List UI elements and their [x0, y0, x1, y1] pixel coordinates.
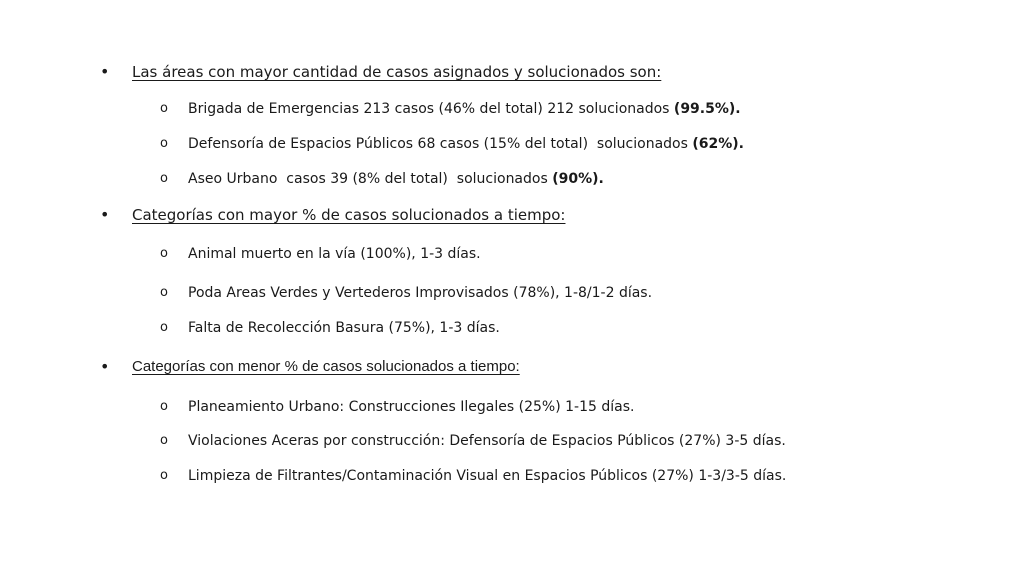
item-text: Animal muerto en la vía (100%), 1-3 días.: [188, 246, 481, 262]
sub-bullet: o: [160, 320, 168, 335]
item-percent: (99.5%).: [673, 101, 741, 117]
sub-bullet: o: [160, 101, 168, 116]
item-text: Falta de Recolección Basura (75%), 1-3 días.: [188, 320, 500, 336]
item-percent: (62%).: [692, 136, 744, 152]
sub-bullet: o: [160, 399, 168, 414]
sub-bullet: o: [160, 171, 168, 186]
item-text: Brigada de Emergencias 213 casos (46% del total) 212 solucionados: [188, 101, 674, 117]
bullet: •: [100, 357, 110, 376]
section-heading: Categorías con menor % de casos solucionados a tiempo:: [132, 358, 520, 375]
section-heading: Las áreas con mayor cantidad de casos asignados y solucionados son:: [132, 63, 662, 81]
item-text: Aseo Urbano casos 39 (8% del total) solucionados: [188, 171, 553, 187]
item-text: Planeamiento Urbano: Construcciones Ilegales (25%) 1-15 días.: [188, 399, 635, 415]
item-text: Limpieza de Filtrantes/Contaminación Visual en Espacios Públicos (27%) 1-3/3-5 días.: [188, 468, 787, 484]
item-text: Poda Areas Verdes y Vertederos Improvisados (78%), 1-8/1-2 días.: [188, 285, 653, 301]
item-text: Violaciones Aceras por construcción: Defensoría de Espacios Públicos (27%) 3-5 días.: [188, 433, 786, 449]
bullet: •: [100, 62, 110, 81]
sub-bullet: o: [160, 468, 168, 483]
sub-bullet: o: [160, 285, 168, 300]
bullet: •: [100, 205, 110, 224]
item-text: Defensoría de Espacios Públicos 68 casos (15% del total) solucionados: [188, 136, 693, 152]
section-heading: Categorías con mayor % de casos solucionados a tiempo:: [132, 206, 566, 224]
sub-bullet: o: [160, 136, 168, 151]
sub-bullet: o: [160, 246, 168, 261]
sub-bullet: o: [160, 433, 168, 448]
item-percent: (90%).: [552, 171, 604, 187]
